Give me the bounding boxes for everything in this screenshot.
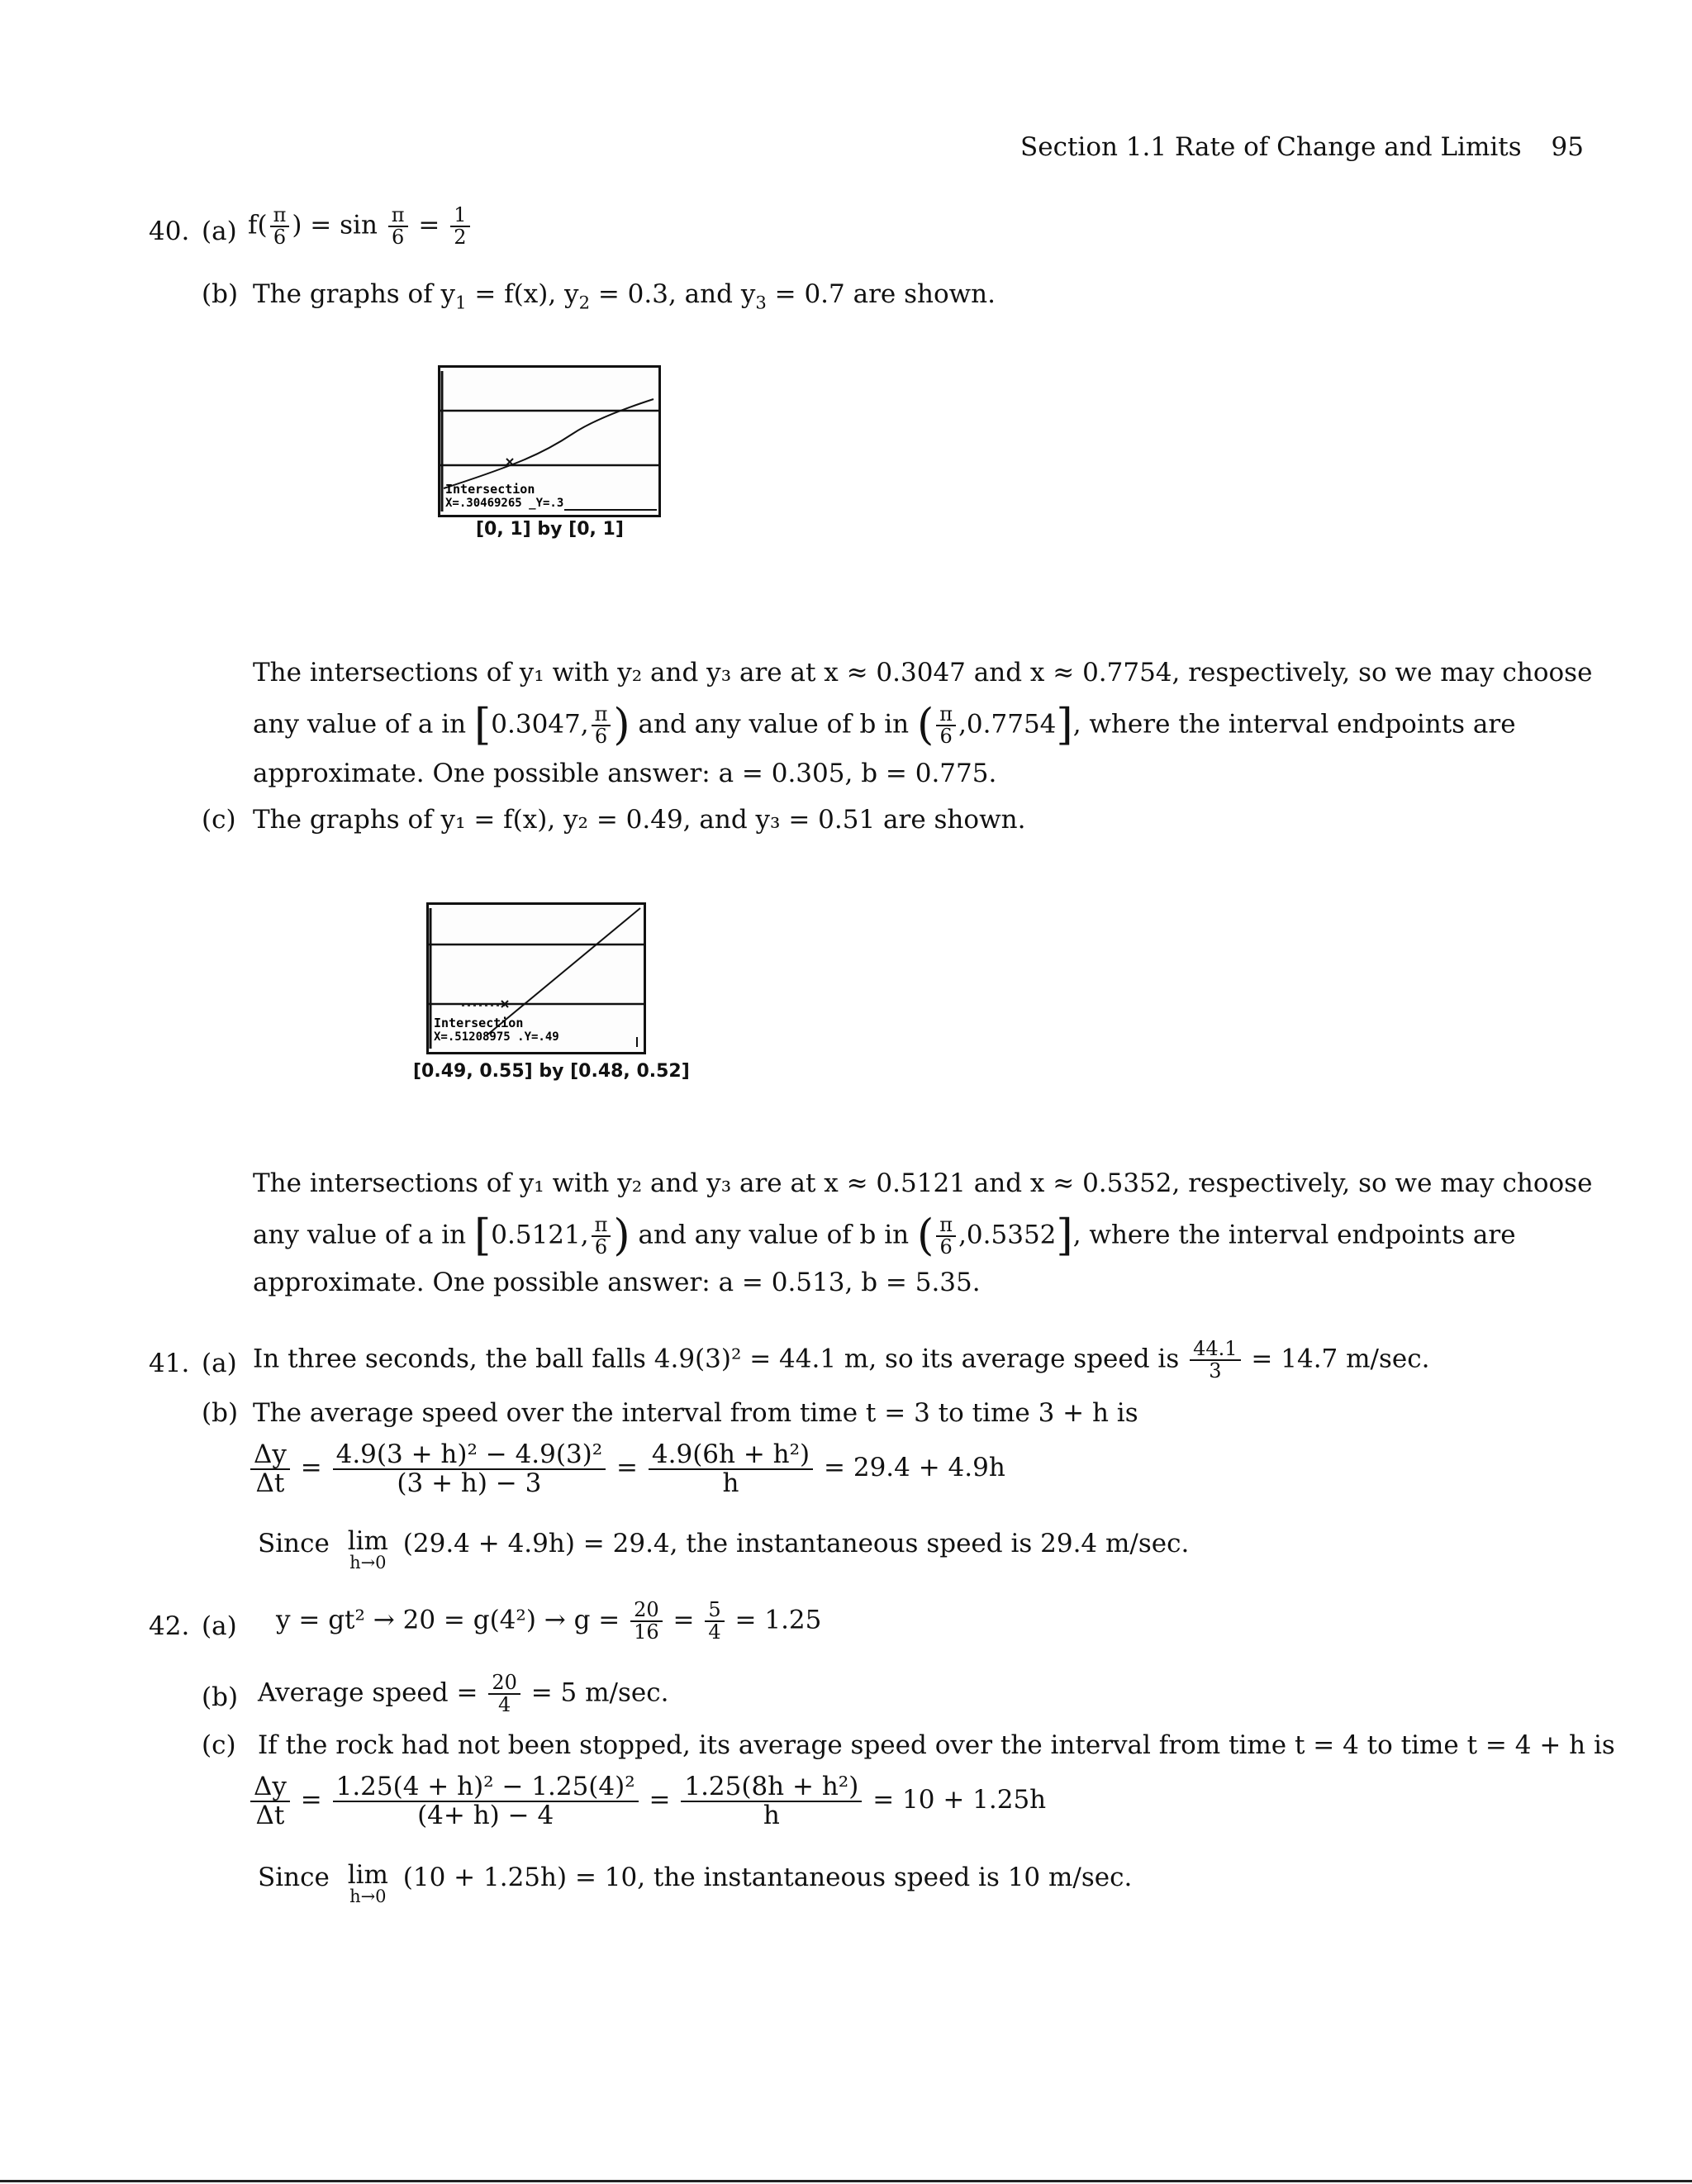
problem-40a-equation: f( $\frac{\pi}{6}$ ) = sin $\frac{\pi}{6}$ = $\frac{1}{2}$: [248, 205, 473, 248]
problem-42a-label: (a): [202, 1611, 237, 1641]
problem-42-number: 42.: [149, 1611, 190, 1641]
calculator-graph-2: [426, 902, 646, 1054]
problem-41b-conclusion: Since lim h→0 (29.4 + 4.9h) = 29.4, the instantaneous speed is 29.4 m/sec.: [258, 1526, 1190, 1573]
problem-40b-text: The graphs of $y_1 = f(x)$, $y_2 = 0.3$, and $y_3 = 0.7$ are shown.: [253, 279, 996, 313]
problem-41b-text: The average speed over the interval from time t = 3 to time 3 + h is: [253, 1398, 1138, 1428]
problem-42b-text: Average speed = $\frac{20}{4}$ = 5 m/sec.: [258, 1671, 669, 1717]
fraction: $\frac{\pi}{6}$: [388, 205, 408, 248]
problem-40c-para-line1: The intersections of y₁ with y₂ and y₃ are at x ≈ 0.5121 and x ≈ 0.5352, respectively, so we may choose: [253, 1168, 1593, 1198]
problem-40-number: 40.: [149, 216, 190, 246]
problem-40c-text: The graphs of y₁ = f(x), y₂ = 0.49, and y₃ = 0.51 are shown.: [253, 805, 1026, 835]
fraction: $\frac{\Delta y}{\Delta t}$: [250, 1441, 290, 1496]
problem-41b-equation: $\frac{\Delta y}{\Delta t}$ = $\frac{\text{4.9(3 + h)² − 4.9(3)²}}{(3 + h) - 3}$ = $\frac{\text{4.9(6h + h²)}}{h}$ = 29.4 + 4.9h: [248, 1441, 1005, 1496]
fraction: $\frac{\pi}{6}$: [936, 1215, 956, 1258]
limit-operator: lim h→0: [347, 1860, 388, 1906]
problem-41-number: 41.: [149, 1349, 190, 1378]
problem-40b-para-line2: any value of a in [0.3047, $\frac{\pi}{6}$ ) and any value of b in ( $\frac{\pi}{6}$ ,0.7754], where the interval endpoints are: [253, 700, 1516, 750]
problem-42a-equation: y = gt² → 20 = g(4²) → g = $\frac{20}{16}$ = $\frac{5}{4}$ = 1.25: [276, 1598, 822, 1644]
problem-41a-text: In three seconds, the ball falls 4.9(3)² = 44.1 m, so its average speed is $\frac{44.1}{3}$ = 14.7 m/sec.: [253, 1337, 1430, 1383]
problem-42c-label: (c): [202, 1730, 236, 1760]
problem-41a-label: (a): [202, 1349, 237, 1378]
problem-40a-label: (a): [202, 216, 237, 246]
limit-operator: lim h→0: [347, 1526, 388, 1573]
problem-42c-conclusion: Since lim h→0 (10 + 1.25h) = 10, the instantaneous speed is 10 m/sec.: [258, 1860, 1133, 1906]
fraction: $\frac{\pi}{6}$: [936, 704, 956, 747]
fraction: $\frac{\text{1.25(8h + h²)}}{h}$: [681, 1773, 862, 1829]
fraction: $\frac{5}{4}$: [705, 1600, 724, 1643]
problem-40b-para-line3: approximate. One possible answer: a = 0.305, b = 0.775.: [253, 759, 997, 788]
page-number: 95: [1551, 132, 1584, 162]
graph1-readout-line2: X=.30469265 _Y=.3: [445, 497, 564, 510]
calculator-graph-1: [438, 365, 661, 517]
fraction: $\frac{\pi}{6}$: [592, 1215, 611, 1258]
fraction: $\frac{\text{4.9(3 + h)² − 4.9(3)²}}{(3 + h) - 3}$: [333, 1441, 606, 1496]
problem-41b-label: (b): [202, 1398, 239, 1428]
fraction: $\frac{\text{1.25(4 + h)² − 1.25(4)²}}{(4+ h) - 4}$: [333, 1773, 639, 1829]
graph2-caption: [0.49, 0.55] by [0.48, 0.52]: [413, 1061, 690, 1082]
section-title: Section 1.1 Rate of Change and Limits: [1020, 132, 1522, 162]
graph1-readout-line1: Intersection: [445, 482, 535, 497]
problem-42b-label: (b): [202, 1682, 239, 1712]
problem-40b-para-line1: The intersections of y₁ with y₂ and y₃ are at x ≈ 0.3047 and x ≈ 0.7754, respectively, so we may choose: [253, 658, 1593, 688]
fraction: $\frac{\Delta y}{\Delta t}$: [250, 1773, 290, 1829]
page-header: [1020, 132, 1584, 162]
graph2-readout-line1: Intersection: [434, 1016, 524, 1030]
page-bottom-rule: [0, 2180, 1692, 2182]
problem-42c-equation: $\frac{\Delta y}{\Delta t}$ = $\frac{\text{1.25(4 + h)² − 1.25(4)²}}{(4+ h) - 4}$ = $\frac{\text{1.25(8h + h²)}}{h}$ = 10 + 1.25h: [248, 1773, 1046, 1829]
graph2-readout-line2: X=.51208975 .Y=.49: [434, 1030, 559, 1044]
problem-40c-label: (c): [202, 805, 236, 835]
problem-42c-text: If the rock had not been stopped, its average speed over the interval from time t = 4 to time t = 4 + h is: [258, 1730, 1615, 1760]
fraction: $\frac{44.1}{3}$: [1190, 1339, 1240, 1382]
problem-40c-para-line3: approximate. One possible answer: a = 0.513, b = 5.35.: [253, 1268, 981, 1297]
fraction: $\frac{\pi}{6}$: [592, 704, 611, 747]
problem-40b-label: (b): [202, 279, 239, 309]
fraction: $\frac{\text{4.9(6h + h²)}}{h}$: [649, 1441, 813, 1496]
fraction: $\frac{20}{4}$: [488, 1672, 520, 1715]
fraction: $\frac{\pi}{6}$: [270, 205, 290, 248]
graph1-caption: [0, 1] by [0, 1]: [476, 519, 624, 540]
fraction: $\frac{1}{2}$: [450, 205, 469, 248]
problem-40c-para-line2: any value of a in [0.5121, $\frac{\pi}{6}$ ) and any value of b in ( $\frac{\pi}{6}$ ,0.5352], where the interval endpoints are: [253, 1211, 1516, 1261]
fraction: $\frac{20}{16}$: [630, 1600, 663, 1643]
